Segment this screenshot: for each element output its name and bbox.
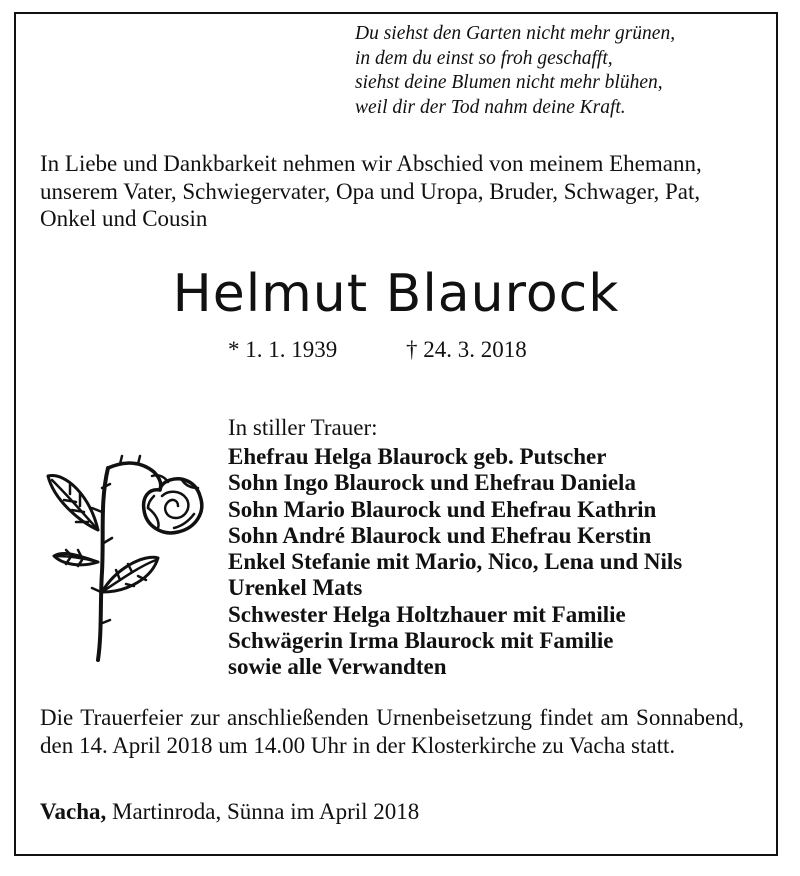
birth-date: * 1. 1. 1939 xyxy=(228,337,338,362)
mourner-item: Ehefrau Helga Blaurock geb. Putscher xyxy=(228,444,607,469)
mourning-heading: In stiller Trauer: xyxy=(228,415,378,440)
poem xyxy=(355,22,675,120)
ceremony-text: Die Trauerfeier zur anschließenden Urnenbeisetzung findet am Sonnabend, den 14. April 2018 um 14.00 Uhr in der Klosterkirche zu Vacha statt. xyxy=(40,705,744,758)
mourner-item: Enkel Stefanie mit Mario, Nico, Lena und Nils xyxy=(228,549,683,575)
mourner-item: Sohn Mario Blaurock und Ehefrau Kathrin xyxy=(228,496,657,522)
death-date: † 24. 3. 2018 xyxy=(406,337,527,362)
intro-text: In Liebe und Dankbarkeit nehmen wir Abschied von meinem Ehemann, unserem Vater, Schwiegervater, Opa und Uropa, Bruder, Schwager, Pat, Onkel und Cousin xyxy=(40,151,702,231)
mourner-item: Urenkel Mats xyxy=(228,575,363,601)
place-rest: Martinroda, Sünna im April 2018 xyxy=(106,799,420,824)
mourners-list xyxy=(228,444,682,681)
mourner-item: Sohn Ingo Blaurock und Ehefrau Daniela xyxy=(228,470,636,496)
mourner-item: sowie alle Verwandten xyxy=(228,654,447,680)
mourner-item: Sohn André Blaurock und Ehefrau Kerstin xyxy=(228,522,652,548)
poem-line: siehst deine Blumen nicht mehr blühen, xyxy=(355,72,663,93)
rose-icon xyxy=(36,452,208,664)
poem-line: weil dir der Tod nahm deine Kraft. xyxy=(355,96,626,118)
mourner-item: Schwester Helga Holtzhauer mit Familie xyxy=(228,601,626,627)
place-main: Vacha, xyxy=(40,799,107,824)
poem-line: Du siehst den Garten nicht mehr grünen, xyxy=(355,23,676,44)
place-date-line xyxy=(40,798,419,826)
mourner-item: Schwägerin Irma Blaurock mit Familie xyxy=(228,628,614,654)
poem-line: in dem du einst so froh geschafft, xyxy=(355,47,613,69)
deceased-name: Helmut Blaurock xyxy=(172,264,620,324)
